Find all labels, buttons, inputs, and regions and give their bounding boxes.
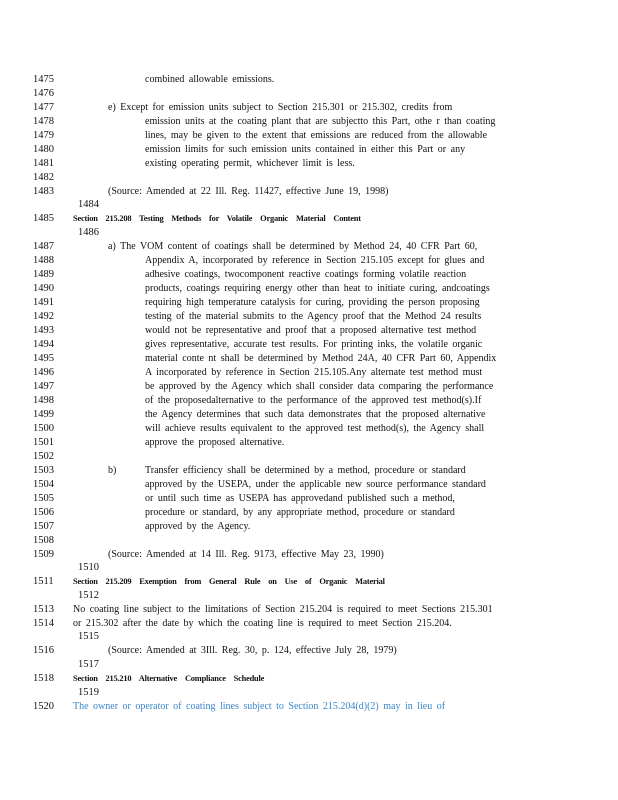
document-line-text: e) Except for emission units subject to Section 215.301 or 215.302, credits from bbox=[108, 102, 453, 113]
line-number: 1495 bbox=[33, 353, 54, 364]
line-number: 1479 bbox=[33, 130, 54, 141]
line-number: 1475 bbox=[33, 74, 54, 85]
line-number: 1504 bbox=[33, 479, 54, 490]
line-number: 1476 bbox=[33, 88, 54, 99]
line-number: 1516 bbox=[33, 645, 54, 656]
document-line-text: approve the proposed alternative. bbox=[145, 437, 285, 448]
line-number: 1483 bbox=[33, 186, 54, 197]
line-number: 1487 bbox=[33, 241, 54, 252]
line-number: 1518 bbox=[33, 673, 54, 684]
line-number: 1496 bbox=[33, 367, 54, 378]
line-number: 1505 bbox=[33, 493, 54, 504]
document-line-text: or 215.302 after the date by which the coating line is required to meet Section 215.204. bbox=[73, 618, 452, 629]
line-number: 1514 bbox=[33, 618, 54, 629]
line-number: 1501 bbox=[33, 437, 54, 448]
line-number: 1517 bbox=[78, 659, 99, 670]
document-line-text: be approved by the Agency which shall consider data comparing the performance bbox=[145, 381, 494, 392]
line-number: 1507 bbox=[33, 521, 54, 532]
line-number: 1520 bbox=[33, 701, 54, 712]
line-number: 1478 bbox=[33, 116, 54, 127]
section-heading: Section 215.208 Testing Methods for Volatile Organic Material Content bbox=[73, 214, 361, 223]
line-number: 1484 bbox=[78, 199, 99, 210]
document-line-text: (Source: Amended at 14 Ill. Reg. 9173, effective May 23, 1990) bbox=[108, 549, 384, 560]
section-heading: Section 215.209 Exemption from General Rule on Use of Organic Material bbox=[73, 577, 385, 586]
line-number: 1491 bbox=[33, 297, 54, 308]
document-line-text: of the proposedalternative to the performance of the approved test method(s).If bbox=[145, 395, 482, 406]
line-number: 1502 bbox=[33, 451, 54, 462]
document-line-text: procedure or standard, by any appropriate method, procedure or standard bbox=[145, 507, 455, 518]
document-line-text: material conte nt shall be determined by Method 24A, 40 CFR Part 60, Appendix bbox=[145, 353, 497, 364]
document-line-text: the Agency determines that such data demonstrates that the proposed alternative bbox=[145, 409, 486, 420]
document-line-text: approved by the USEPA, under the applicable new source performance standard bbox=[145, 479, 486, 490]
line-number: 1481 bbox=[33, 158, 54, 169]
line-number: 1506 bbox=[33, 507, 54, 518]
line-number: 1494 bbox=[33, 339, 54, 350]
line-number: 1480 bbox=[33, 144, 54, 155]
line-number: 1493 bbox=[33, 325, 54, 336]
document-line-text: existing operating permit, whichever limit is less. bbox=[145, 158, 355, 169]
document-line-text: Transfer efficiency shall be determined by a method, procedure or standard bbox=[145, 465, 466, 476]
section-heading: Section 215.210 Alternative Compliance Schedule bbox=[73, 674, 265, 683]
line-number: 1509 bbox=[33, 549, 54, 560]
document-line-text: b) bbox=[108, 465, 117, 476]
document-line-text: products, coatings requiring energy other than heat to initiate curing, andcoatings bbox=[145, 283, 490, 294]
line-number: 1490 bbox=[33, 283, 54, 294]
document-line-text: testing of the material submits to the Agency proof that the Method 24 results bbox=[145, 311, 482, 322]
document-line-text: combined allowable emissions. bbox=[145, 74, 275, 85]
document-line-text: adhesive coatings, twocomponent reactive coatings forming volatile reaction bbox=[145, 269, 467, 280]
line-number: 1519 bbox=[78, 687, 99, 698]
document-line-text: emission limits for such emission units contained in either this Part or any bbox=[145, 144, 466, 155]
document-line-text: approved by the Agency. bbox=[145, 521, 251, 532]
line-number: 1486 bbox=[78, 227, 99, 238]
document-line-text: will achieve results equivalent to the approved test method(s), the Agency shall bbox=[145, 423, 485, 434]
line-number: 1503 bbox=[33, 465, 54, 476]
line-number: 1497 bbox=[33, 381, 54, 392]
line-number: 1515 bbox=[78, 631, 99, 642]
line-number: 1492 bbox=[33, 311, 54, 322]
document-line-text: (Source: Amended at 3Ill. Reg. 30, p. 124, effective July 28, 1979) bbox=[108, 645, 397, 656]
document-line-text[interactable]: The owner or operator of coating lines subject to Section 215.204(d)(2) may in lieu of bbox=[73, 701, 446, 712]
line-number: 1499 bbox=[33, 409, 54, 420]
document-line-text: (Source: Amended at 22 Ill. Reg. 11427, effective June 19, 1998) bbox=[108, 186, 389, 197]
line-number: 1510 bbox=[78, 562, 99, 573]
document-line-text: gives representative, accurate test results. For printing inks, the volatile organic bbox=[145, 339, 483, 350]
document-line-text: No coating line subject to the limitations of Section 215.204 is required to meet Sections 215.301 bbox=[73, 604, 493, 615]
line-number: 1500 bbox=[33, 423, 54, 434]
line-number: 1513 bbox=[33, 604, 54, 615]
document-line-text: would not be representative and proof that a proposed alternative test method bbox=[145, 325, 477, 336]
line-number: 1482 bbox=[33, 172, 54, 183]
line-number: 1512 bbox=[78, 590, 99, 601]
line-number: 1508 bbox=[33, 535, 54, 546]
document-line-text: requiring high temperature catalysis for curing, providing the person proposing bbox=[145, 297, 480, 308]
line-number: 1485 bbox=[33, 213, 54, 224]
document-line-text: or until such time as USEPA has approvedand published such a method, bbox=[145, 493, 455, 504]
document-line-text: emission units at the coating plant that are subjectto this Part, othe r than coating bbox=[145, 116, 496, 127]
line-number: 1511 bbox=[33, 576, 54, 587]
line-number: 1488 bbox=[33, 255, 54, 266]
document-line-text: a) The VOM content of coatings shall be determined by Method 24, 40 CFR Part 60, bbox=[108, 241, 478, 252]
document-line-text: Appendix A, incorporated by reference in Section 215.105 except for glues and bbox=[145, 255, 485, 266]
line-number: 1477 bbox=[33, 102, 54, 113]
line-number: 1489 bbox=[33, 269, 54, 280]
document-line-text: lines, may be given to the extent that emissions are reduced from the allowable bbox=[145, 130, 488, 141]
document-line-text: A incorporated by reference in Section 215.105.Any alternate test method must bbox=[145, 367, 483, 378]
line-number: 1498 bbox=[33, 395, 54, 406]
